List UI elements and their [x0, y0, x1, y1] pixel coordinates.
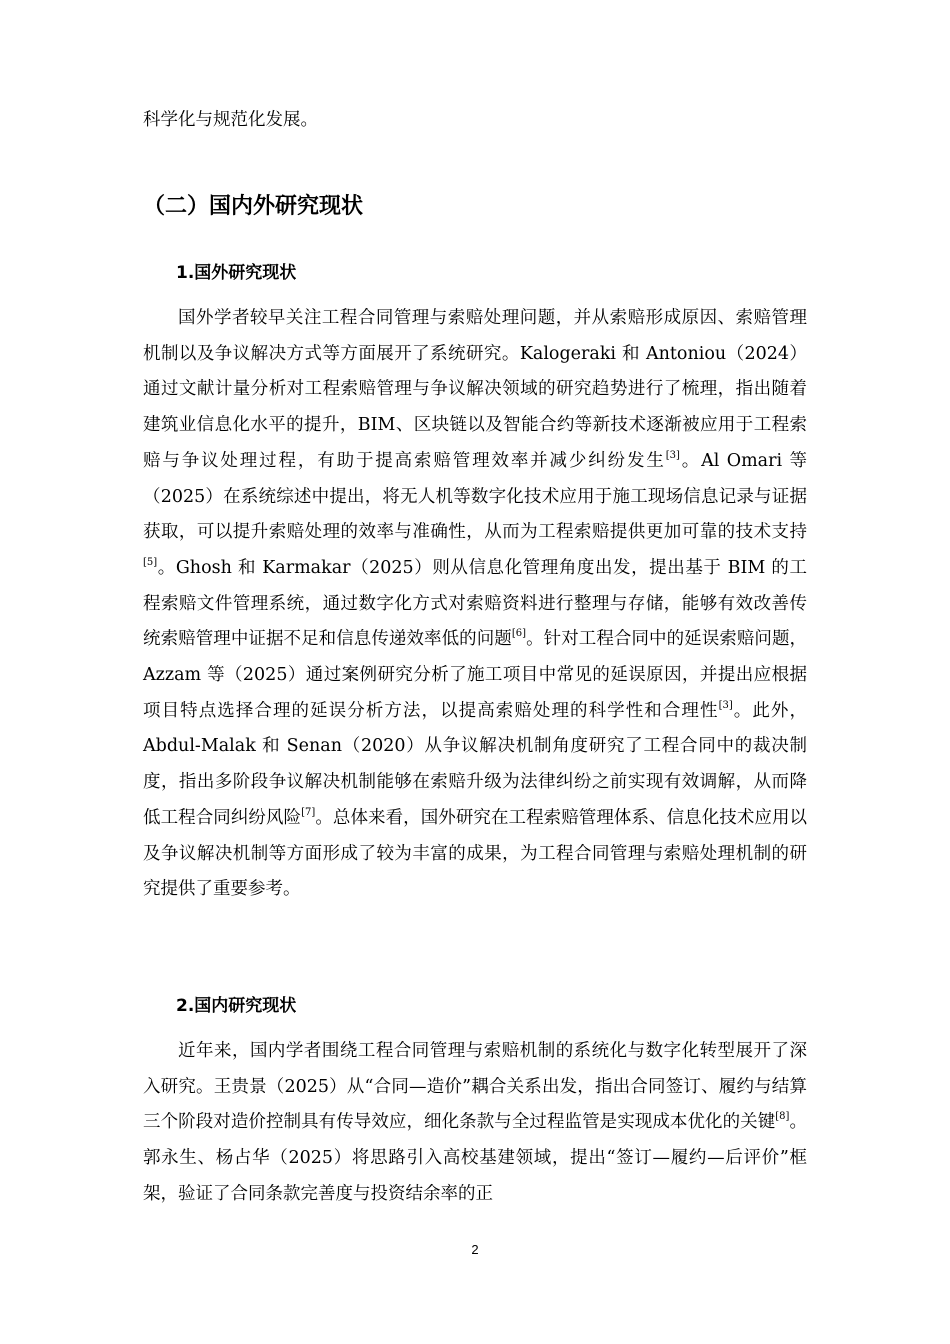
paragraph-text: 。Ghosh 和 Karmakar（2025）则从信息化管理角度出发，提出基于 BIM 的工程索赔文件管理系统，通过数字化方式对索赔资料进行整理与存储，能够有效改善传统索赔管理中证据不足和信息传递效率低的问题 [143, 557, 807, 650]
paragraph-text: 。Al Omari 等（2025）在系统综述中提出，将无人机等数字化技术应用于施工现场信息记录与证据获取，可以提升索赔处理的效率与准确性，从而为工程索赔提供更加可靠的技术支持 [143, 450, 807, 543]
paragraph-text: 国外学者较早关注工程合同管理与索赔处理问题，并从索赔形成原因、索赔管理机制以及争议解决方式等方面展开了系统研究。Kalogeraki 和 Antoniou（2024）通过文献计量分析对工程索赔管理与争议解决领域的研究趋势进行了梳理，指出随着建筑业信息化水平的提升，BIM、区块链以及智能合约等新技术逐渐被应用于工程索赔与争议处理过程，有助于提高索赔管理效率并减少纠纷发生 [143, 308, 807, 471]
citation-marker: [3] [665, 449, 680, 461]
lead-paragraph: 科学化与规范化发展。 [143, 110, 318, 130]
page-number: 2 [471, 1242, 479, 1257]
paragraph-text: 。针对工程合同中的延误索赔问题，Azzam 等（2025）通过案例研究分析了施工项目中常见的延误原因，并提出应根据项目特点选择合理的延误分析方法，以提高索赔处理的科学性和合理性 [143, 629, 808, 721]
citation-marker: [3] [718, 699, 733, 711]
citation-marker: [8] [775, 1111, 790, 1123]
domestic-research-paragraph [143, 1034, 807, 1213]
paragraph-text: 。总体来看，国外研究在工程索赔管理体系、信息化技术应用以及争议解决机制等方面形成了较为丰富的成果，为工程合同管理与索赔处理机制的研究提供了重要参考。 [143, 807, 808, 900]
foreign-research-paragraph [143, 301, 807, 908]
paragraph-text: 。此外，Abdul-Malak 和 Senan（2020）从争议解决机制角度研究了工程合同中的裁决制度，指出多阶段争议解决机制能够在索赔升级为法律纠纷之前实现有效调解，从而降低工程合同纠纷风险 [143, 700, 808, 828]
foreign-research-heading: 1.国外研究现状 [176, 263, 297, 283]
paragraph-text: 近年来，国内学者围绕工程合同管理与索赔机制的系统化与数字化转型展开了深入研究。王贵景（2025）从“合同—造价”耦合关系出发，指出合同签订、履约与结算三个阶段对造价控制具有传导效应，细化条款与全过程监管是实现成本优化的关键 [143, 1041, 807, 1133]
paragraph-text: 。郭永生、杨占华（2025）将思路引入高校基建领域，提出“签订—履约—后评价”框架，验证了合同条款完善度与投资结余率的正 [143, 1112, 808, 1204]
section-heading: （二）国内外研究现状 [143, 194, 364, 219]
citation-marker: [5] [143, 556, 158, 568]
citation-marker: [7] [301, 806, 316, 818]
domestic-research-heading: 2.国内研究现状 [176, 996, 297, 1016]
citation-marker: [6] [511, 628, 526, 640]
